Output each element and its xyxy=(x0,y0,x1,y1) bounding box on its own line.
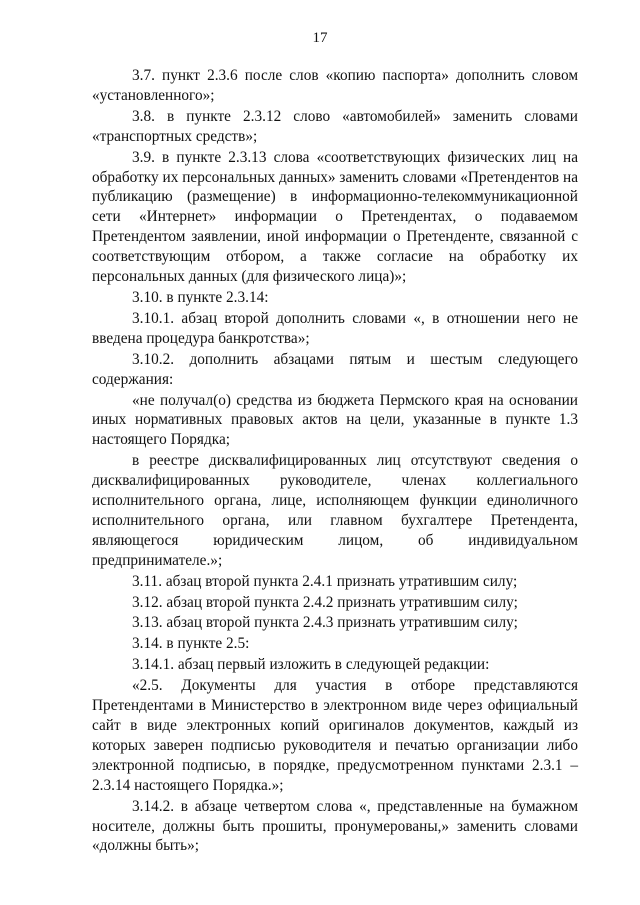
paragraph-3-10-2: 3.10.2. дополнить абзацами пятым и шестым следующего содержания: xyxy=(92,350,578,388)
quoted-paragraph-2-5: «2.5. Документы для участия в отборе представляются Претендентами в Министерство в электронном виде через официальный сайт в виде электронных копий оригиналов документов, каждый из которых заверен подписью руководителя и печатью организации либо электронной подписью, в порядке, предусмотренном пунктами 2.3.1 – 2.3.14 настоящего Порядка.»; xyxy=(92,677,578,794)
quoted-paragraph-registry: в реестре дисквалифицированных лиц отсутствуют сведения о дисквалифицированных руководителе, членах коллегиального исполнительного органа, лице, исполняющем функции единоличного исполнительного органа, или главном бухгалтере Претендента, являющегося юридическим лицом, об индивидуальном предпринимателе.»; xyxy=(92,452,578,569)
paragraph-3-14-2: 3.14.2. в абзаце четвертом слова «, представленные на бумажном носителе, должны быть прошиты, пронумерованы,» заменить словами «должны быть»; xyxy=(92,797,578,855)
paragraph-3-12: 3.12. абзац второй пункта 2.4.2 признать утратившим силу; xyxy=(132,593,518,611)
paragraph-3-13: 3.13. абзац второй пункта 2.4.3 признать утратившим силу; xyxy=(132,614,518,632)
paragraph-3-10-1: 3.10.1. абзац второй дополнить словами «, в отношении него не введена процедура банкротства»; xyxy=(92,309,578,347)
document-body xyxy=(92,66,578,856)
paragraph-3-14: 3.14. в пункте 2.5: xyxy=(132,635,250,653)
paragraph-3-9: 3.9. в пункте 2.3.13 слова «соответствующих физических лиц на обработку их персональных данных» заменить словами «Претендентов на публикацию (размещение) в информационно-телекоммуникационной сети «Интернет» информации о Претендентах, о подаваемом Претендентом заявлении, иной информации о Претенденте, связанной с соответствующим отбором, а также согласие на обработку их персональных данных (для физического лица)»; xyxy=(92,148,578,286)
paragraph-3-10: 3.10. в пункте 2.3.14: xyxy=(132,288,269,306)
paragraph-3-11: 3.11. абзац второй пункта 2.4.1 признать утратившим силу; xyxy=(132,572,518,590)
page-number: 17 xyxy=(312,30,328,46)
quoted-paragraph-budget: «не получал(о) средства из бюджета Пермского края на основании иных нормативных правовых актов на цели, указанные в пункте 1.3 настоящего Порядка; xyxy=(92,391,578,449)
paragraph-3-7: 3.7. пункт 2.3.6 после слов «копию паспорта» дополнить словом «установленного»; xyxy=(92,67,578,104)
paragraph-3-14-1: 3.14.1. абзац первый изложить в следующей редакции: xyxy=(132,656,490,674)
paragraph-3-8: 3.8. в пункте 2.3.12 слово «автомобилей» заменить словами «транспортных средств»; xyxy=(92,107,578,145)
